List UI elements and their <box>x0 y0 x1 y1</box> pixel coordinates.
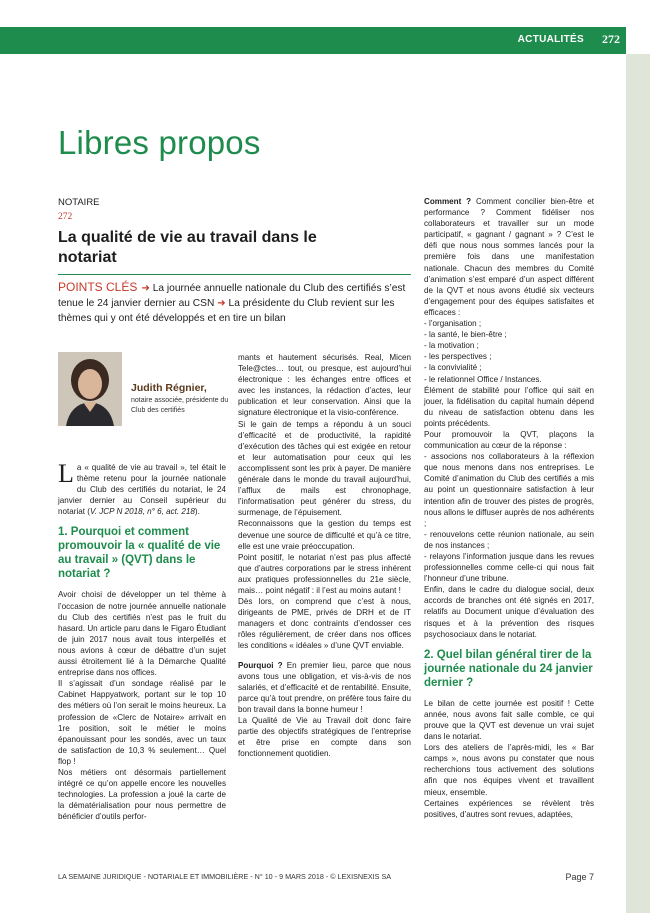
list-item: - les perspectives ; <box>424 352 492 362</box>
arrow-icon: ➜ <box>141 283 150 294</box>
paragraph <box>424 196 594 318</box>
paragraph: La Qualité de Vie au Travail doit donc faire partie des objectifs stratégiques de l’entreprise et être prise en compte dans son fonctionnement quotidien. <box>238 716 411 759</box>
paragraph: Certaines expériences se révèlent très positives, d’autres sont revues, adaptées, <box>424 798 594 819</box>
intro-text: a « qualité de vie au travail », tel était le thème retenu pour la journée nationale du Club des certifiés du notariat, le 24 janvier dernier au Conseil supérieur du notariat ( <box>58 463 226 517</box>
article-rubrique: NOTAIRE <box>58 197 100 208</box>
column-1 <box>58 459 226 822</box>
paragraph: Élément de stabilité pour l’office qui sait en jouer, la fidélisation du capital humain dépend du niveau de satisfaction obtenu dans les points précédents. <box>424 385 594 428</box>
paragraph-text: En premier lieu, parce que nous avons tous une obligation, et vis-à-vis de nos salariés, et d’efficacité et de rentabilité. Ensuite, parce qu’à tout prendre, on préfère tous faire du bon travail dans la bonne humeur ! <box>238 660 411 714</box>
arrow-icon: ➜ <box>217 298 226 309</box>
paragraph <box>238 660 411 715</box>
list-item: - la santé, le bien-être ; <box>424 330 507 340</box>
intro-reference: V. JCP N 2018, n° 6, act. 218 <box>89 507 195 517</box>
paragraph: Lors des ateliers de l’après-midi, les « Bar camps », nous avons pu constater que nous recherchions tous activement des solutions afin que nos équipes vivent et travaillent mieux, ensemble. <box>424 743 594 797</box>
author-role: notaire associée, présidente du Club des certifiés <box>131 397 229 414</box>
page-title: Libres propos <box>58 124 261 161</box>
page-footer <box>58 872 594 881</box>
paragraph: Pour promouvoir la QVT, plaçons la communication au cœur de la réponse : <box>424 429 594 451</box>
key-point-2: La présidente du Club revient sur les thèmes qui y ont été développés et en tire un bilan <box>58 298 395 324</box>
list-item: - la convivialité ; <box>424 363 482 373</box>
paragraph: Avoir choisi de développer un tel thème à l’occasion de notre journée annuelle nationale du Club des certifiés n’est pas le fruit du hasard. Un article paru dans le Figaro Étudiant de juin 2017 nous avait tous interpellés et nous avions à cœur de débattre d’un sujet aussi étroitement lié à la Démarche Qualité entreprise dans nos offices. <box>58 590 226 678</box>
paragraph: Reconnaissons que la gestion du temps est devenue une source de difficulté et qu’à ce titre, elle est une vraie préoccupation. <box>238 519 411 551</box>
intro-paragraph <box>58 459 226 517</box>
paragraph: Il s’agissait d’un sondage réalisé par le Cabinet Happyatwork, portant sur le top 10 des métiers où l’on serait le moins heureux. La profession de «Clerc de Notaire» arrivait en 1re position, soit le métier le moins épanouissant pour les sondés, avec un taux de satisfaction de 10,3 % seulement… Quel flop ! <box>58 679 226 766</box>
article-number: 272 <box>58 212 73 222</box>
paragraph: Nos métiers ont désormais partiellement intégré ce qu’on appelle encore les nouvelles technologies. La profession a joué la carte de la dématérialisation pour nous permettre de bénéficier d’outils perfor- <box>58 767 226 822</box>
footer-publication: LA SEMAINE JURIDIQUE - NOTARIALE ET IMMOBILIÈRE - N° 10 - 9 MARS 2018 - © LEXISNEXIS SA <box>58 872 392 881</box>
paragraph: Enfin, dans le cadre du dialogue social, deux accords de branches ont été signés en 2017, relatifs au Document unique d’évaluation des risques et à la prévention des risques psychosociaux dans le notariat. <box>424 585 594 639</box>
author-portrait-icon <box>58 352 122 426</box>
title-rule <box>58 274 411 275</box>
header-page-number: 272 <box>602 32 620 46</box>
list-item: - le relationnel Office / Instances. <box>424 374 542 384</box>
list-item: - renouvelons cette réunion nationale, au sein de nos instances ; <box>424 529 594 550</box>
drop-cap: L <box>58 459 74 488</box>
list-item: - relayons l’information jusque dans les revues professionnelles comme celle-ci qui nous fait l’honneur d’une tribune. <box>424 552 594 584</box>
column-3 <box>424 196 594 820</box>
subheading-2: 2. Quel bilan général tirer de la journée nationale du 24 janvier dernier ? <box>424 648 593 689</box>
column-2 <box>238 352 411 759</box>
author-photo <box>58 352 122 426</box>
list-item: - associons nos collaborateurs à la réflexion que nous menons dans nos entreprises. Le Comité d’animation du Club des certifiés a mis au point un questionnaire satisfaction à leur intention afin de trouver des pistes de progrès, nous allons le diffuser auprès de nos adhérents ; <box>424 452 594 528</box>
key-points-label: POINTS CLÉS <box>58 280 138 294</box>
article-title: La qualité de vie au travail dans le notariat <box>58 229 317 266</box>
paragraph: Le bilan de cette journée est positif ! Cette année, nous avons fait salle comble, ce qui prouve que la QVT est devenue un vrai sujet dans le notariat. <box>424 698 594 742</box>
list-item: - la motivation ; <box>424 341 479 351</box>
author-name: Judith Régnier, <box>131 382 207 394</box>
paragraph: Si le gain de temps a répondu à un souci d’efficacité et de productivité, la rapidité d’exécution des tâches qui est exigée en retour et leur automatisation pour ceux qui les accomplissent sont les prix à payer. De manière générale dans le monde du travail aujourd’hui, l’afflux de mails est chronophage, l’informatisation peut générer du stress, du surmenage, de l’épuisement. <box>238 419 411 518</box>
paragraph: Point positif, le notariat n’est pas plus affecté que d’autres corporations par le stress inhérent aux pratiques professionnelles du 21e siècle, mais… point négatif : il l’est au moins autant ! <box>238 552 411 595</box>
paragraph: Dès lors, on comprend que c’est à nous, dirigeants de PME, privés de DRH et de IT managers et donc contraints d’endosser ces rôles régulièrement, de créer dans nos offices les conditions « idéales » d’une QVT enviable. <box>238 597 411 651</box>
side-strip <box>626 54 650 913</box>
lead-word: Pourquoi ? <box>238 660 283 670</box>
page-header <box>0 0 650 58</box>
section-label: ACTUALITÉS <box>517 34 584 45</box>
list-item: - l’organisation ; <box>424 319 482 329</box>
intro-text-end: ). <box>194 507 200 517</box>
paragraph-text: Comment concilier bien-être et performance ? Comment fidéliser nos collaborateurs et travailler sur un mode participatif, « gagnant / gagnant » ? C’est le défi que nous nous sommes lancés pour la première fois dans une manifestation nationale. Chacun des membres du Comité d’animation s’est emparé d’un aspect différent de la QVT et nous avons étudié six vecteurs d’engagement pour des équipes satisfaites et efficaces : <box>424 197 594 317</box>
lead-word: Comment ? <box>424 197 472 206</box>
key-point-1: La journée annuelle nationale du Club des certifiés s’est tenue le 24 janvier dernier au CSN <box>58 283 406 309</box>
paragraph: mants et hautement sécurisés. Real, Micen Tele@ctes… tout, ou presque, est aujourd’hui électronique : les échanges entre offices et avec les instances, la rédaction d’actes, leur publication et leur conservation. Ainsi que la signature électronique et la visio-conférence. <box>238 353 411 418</box>
subheading-1: 1. Pourquoi et comment promouvoir la « qualité de vie au travail » (QVT) dans le notariat ? <box>58 526 221 581</box>
key-points <box>58 280 410 326</box>
footer-page: Page 7 <box>565 872 594 882</box>
